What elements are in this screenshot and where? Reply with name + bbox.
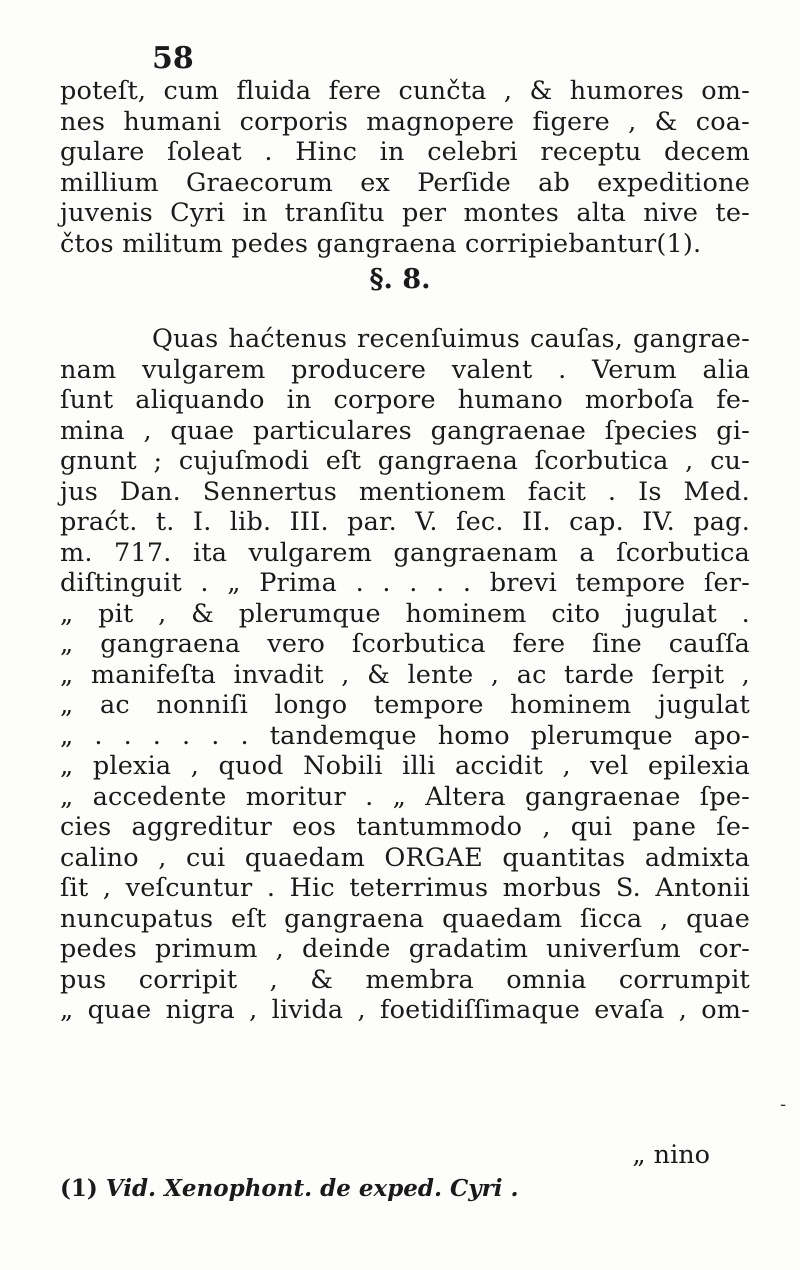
text-line: nam vulgarem producere valent . Verum alia: [60, 354, 750, 385]
footnote: [60, 1174, 519, 1204]
text-line: „ ac nonniſi longo tempore hominem jugulat: [60, 690, 750, 720]
text-line: „ plexia , quod Nobili illi accidit , vel epilexia: [60, 751, 750, 781]
text-line: gnunt ; cujuſmodi eſt gangraena ſcorbutica , cu-: [60, 446, 750, 476]
text-line: „ quae nigra , livida , foetidiſſimaque evaſa , om-: [60, 995, 750, 1025]
text-line: poteſt, cum fluida fere cunčta , & humores om-: [60, 76, 750, 106]
text-line: ſunt aliquando in corpore humano morboſa fe-: [60, 385, 750, 415]
text-line: pedes primum , deinde gradatim univerſum cor-: [60, 934, 750, 964]
text-line: praćt. t. I. lib. III. par. V. ſec. II. cap. IV. pag.: [60, 507, 750, 537]
text-line: „ gangraena vero ſcorbutica fere ſine cauſſa: [60, 629, 750, 659]
text-line: diſtinguit . „ Prima . . . . . brevi tempore ſer-: [60, 568, 750, 598]
catchword: „ nino: [632, 1140, 710, 1170]
text-line: jus Dan. Sennertus mentionem facit . Is Med.: [60, 476, 750, 507]
text-line: čtos militum pedes gangraena corripiebantur(1).: [60, 228, 702, 259]
text-line: nes humani corporis magnopere figere , & coa-: [60, 106, 750, 137]
text-line: juvenis Cyri in tranſitu per montes alta nive te-: [60, 198, 750, 228]
text-line: mina , quae particulares gangraenae ſpecies gi-: [60, 415, 750, 446]
text-line: cies aggreditur eos tantummodo , qui pane ſe-: [60, 812, 750, 842]
text-line: nuncupatus eſt gangraena quaedam ſicca , quae: [60, 903, 750, 934]
paragraph-1: [60, 76, 750, 259]
text-line: „ accedente moritur . „ Altera gangraenae ſpe-: [60, 781, 750, 812]
section-heading: §. 8.: [369, 264, 431, 295]
margin-mark: -: [780, 1094, 787, 1115]
text-line: „ pit , & plerumque hominem cito jugulat .: [60, 598, 750, 629]
page-number: 58: [152, 41, 194, 76]
text-line: ſit , veſcuntur . Hic teterrimus morbus S. Antonii: [60, 873, 750, 903]
text-line: pus corripit , & membra omnia corrumpit: [60, 964, 750, 995]
paragraph-2: [60, 324, 750, 1026]
footnote-marker: (1): [60, 1175, 98, 1202]
text-line: Quas haćtenus recenſuimus cauſas, gangrae-: [152, 324, 750, 354]
text-line: millium Graecorum ex Perſide ab expeditione: [60, 167, 750, 198]
text-line: „ manifeſta invadit , & lente , ac tarde ſerpit ,: [60, 659, 750, 690]
footnote-text: Vid. Xenophont. de exped. Cyri .: [105, 1175, 519, 1202]
text-line: calino , cui quaedam ORGAE quantitas admixta: [60, 842, 750, 873]
text-line: m. 717. ita vulgarem gangraenam a ſcorbutica: [60, 537, 750, 568]
text-line: „ . . . . . . tandemque homo plerumque apo-: [60, 720, 750, 751]
text-line: gulare ſoleat . Hinc in celebri receptu decem: [60, 137, 750, 167]
